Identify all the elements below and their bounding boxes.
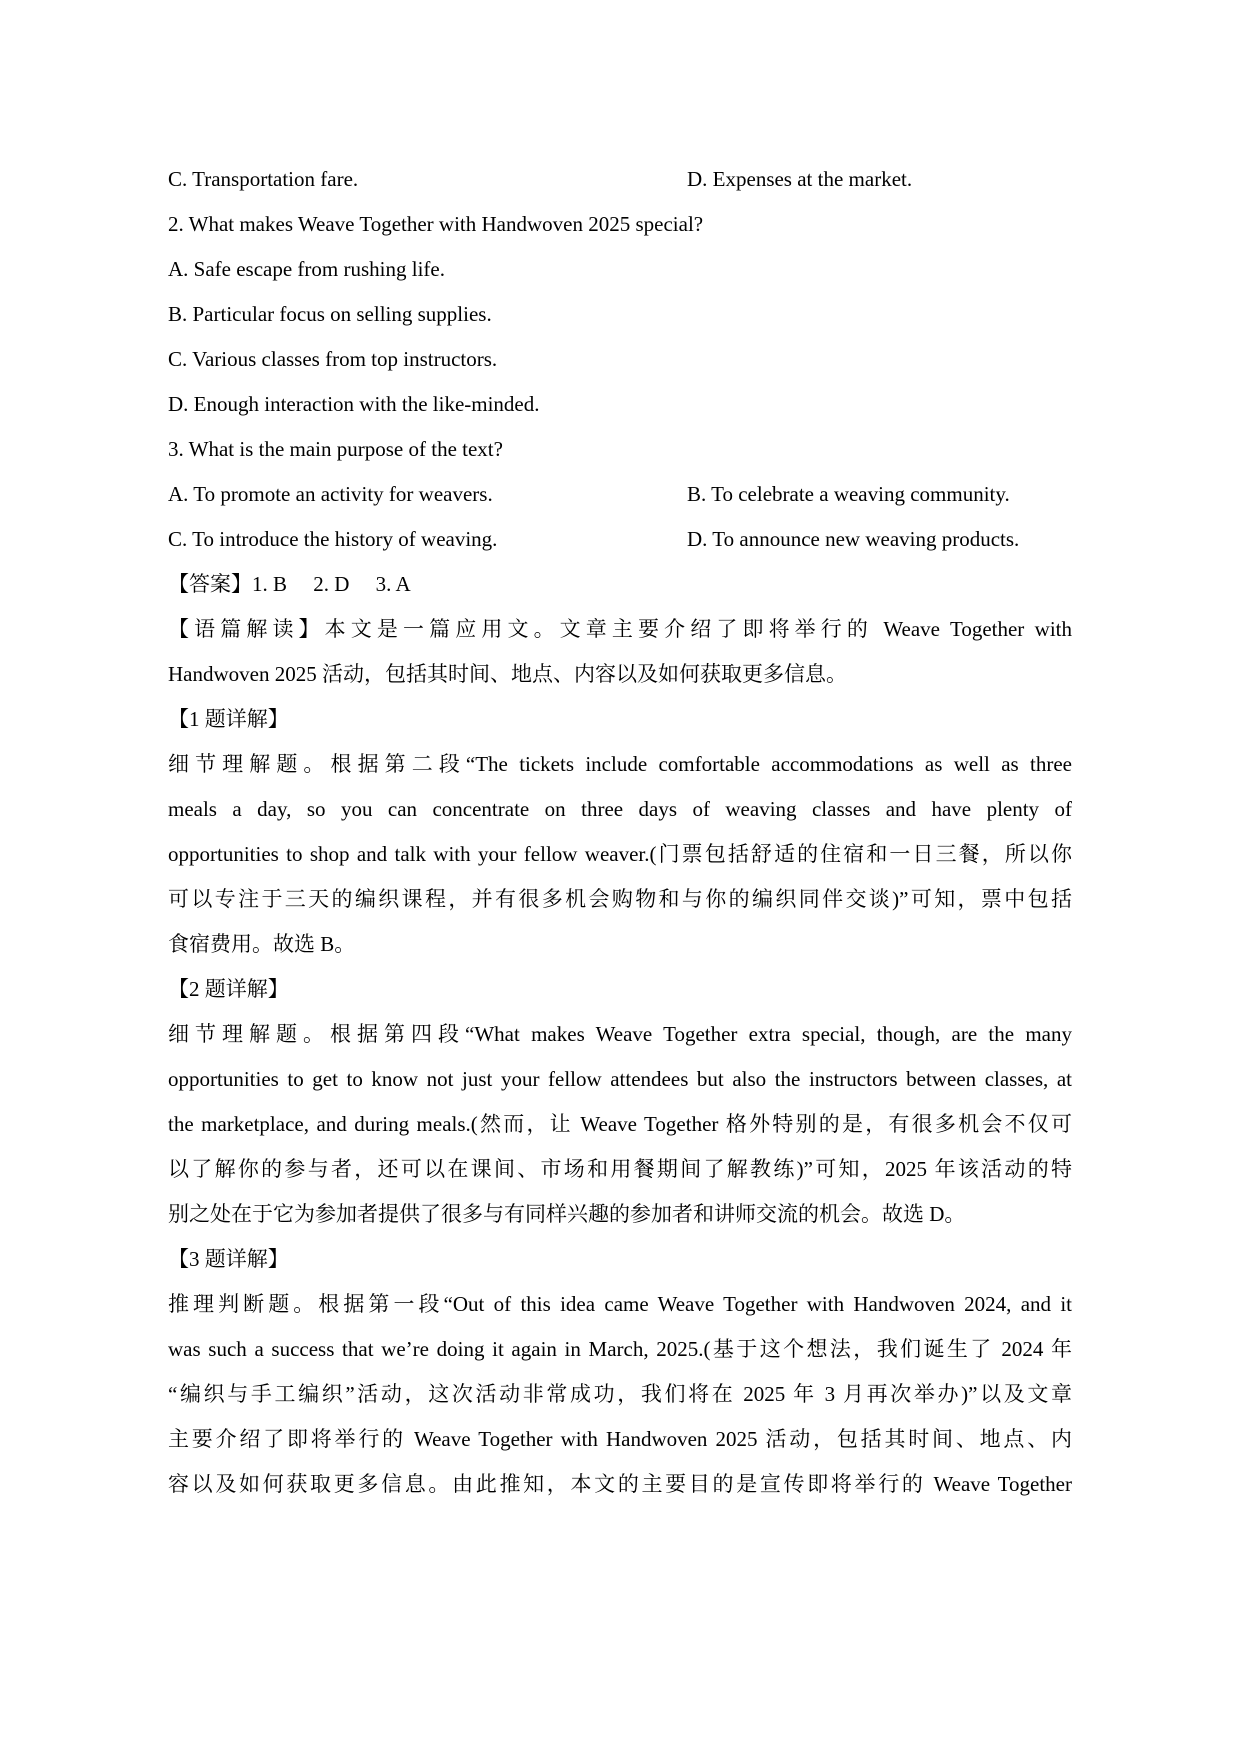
option-right: B. To celebrate a weaving community.: [687, 482, 1010, 506]
text-line: meals a day, so you can concentrate on three days of weaving classes and have plenty of: [168, 797, 1072, 821]
text-line: 2. What makes Weave Together with Handwoven 2025 special?: [168, 212, 704, 236]
option-left: C. Transportation fare.: [168, 167, 359, 191]
document-content: [168, 157, 1072, 1507]
text-line: A. Safe escape from rushing life.: [168, 257, 445, 281]
text-line: “编织与手工编织”活动，这次活动非常成功，我们将在 2025 年 3 月再次举办)”以及文章: [168, 1382, 1072, 1406]
text-line: 3. What is the main purpose of the text?: [168, 437, 503, 461]
text-line: the marketplace, and during meals.(然而，让 Weave Together 格外特别的是，有很多机会不仅可: [168, 1112, 1072, 1136]
text-line: 可以专注于三天的编织课程，并有很多机会购物和与你的编织同伴交谈)”可知，票中包括: [168, 887, 1072, 911]
option-right: D. To announce new weaving products.: [687, 527, 1020, 551]
text-line: 别之处在于它为参加者提供了很多与有同样兴趣的参加者和讲师交流的机会。故选 D。: [168, 1202, 966, 1226]
text-line: 细节理解题。根据第四段“What makes Weave Together extra special, though, are the many: [168, 1022, 1072, 1046]
text-line: opportunities to get to know not just your fellow attendees but also the instructors between classes, at: [168, 1067, 1072, 1091]
text-line: 以了解你的参与者，还可以在课间、市场和用餐期间了解教练)”可知，2025 年该活动的特: [168, 1157, 1072, 1181]
text-line: 容以及如何获取更多信息。由此推知，本文的主要目的是宣传即将举行的 Weave Together: [168, 1472, 1072, 1496]
text-line: 【2 题详解】: [168, 977, 289, 1001]
text-line: 推理判断题。根据第一段“Out of this idea came Weave Together with Handwoven 2024, and it: [168, 1292, 1072, 1316]
option-row: [168, 157, 1072, 202]
option-row: [168, 517, 1072, 562]
text-line: 【语篇解读】本文是一篇应用文。文章主要介绍了即将举行的 Weave Together with: [168, 617, 1072, 641]
text-line: B. Particular focus on selling supplies.: [168, 302, 492, 326]
text-line: 食宿费用。故选 B。: [168, 932, 356, 956]
text-line: D. Enough interaction with the like-minded.: [168, 392, 540, 416]
text-line: 主要介绍了即将举行的 Weave Together with Handwoven 2025 活动，包括其时间、地点、内: [168, 1427, 1072, 1451]
text-line: 【3 题详解】: [168, 1247, 289, 1271]
text-line: C. Various classes from top instructors.: [168, 347, 498, 371]
text-line: Handwoven 2025 活动，包括其时间、地点、内容以及如何获取更多信息。: [168, 662, 847, 686]
text-line: opportunities to shop and talk with your fellow weaver.(门票包括舒适的住宿和一日三餐，所以你: [168, 842, 1072, 866]
option-row: [168, 472, 1072, 517]
option-right: D. Expenses at the market.: [687, 167, 913, 191]
text-line: 【答案】1. B 2. D 3. A: [168, 572, 411, 596]
text-line: 细节理解题。根据第二段“The tickets include comfortable accommodations as well as three: [168, 752, 1072, 776]
text-line: was such a success that we’re doing it again in March, 2025.(基于这个想法，我们诞生了 2024 年: [168, 1337, 1072, 1361]
option-left: C. To introduce the history of weaving.: [168, 527, 498, 551]
text-line: 【1 题详解】: [168, 707, 289, 731]
option-left: A. To promote an activity for weavers.: [168, 482, 493, 506]
